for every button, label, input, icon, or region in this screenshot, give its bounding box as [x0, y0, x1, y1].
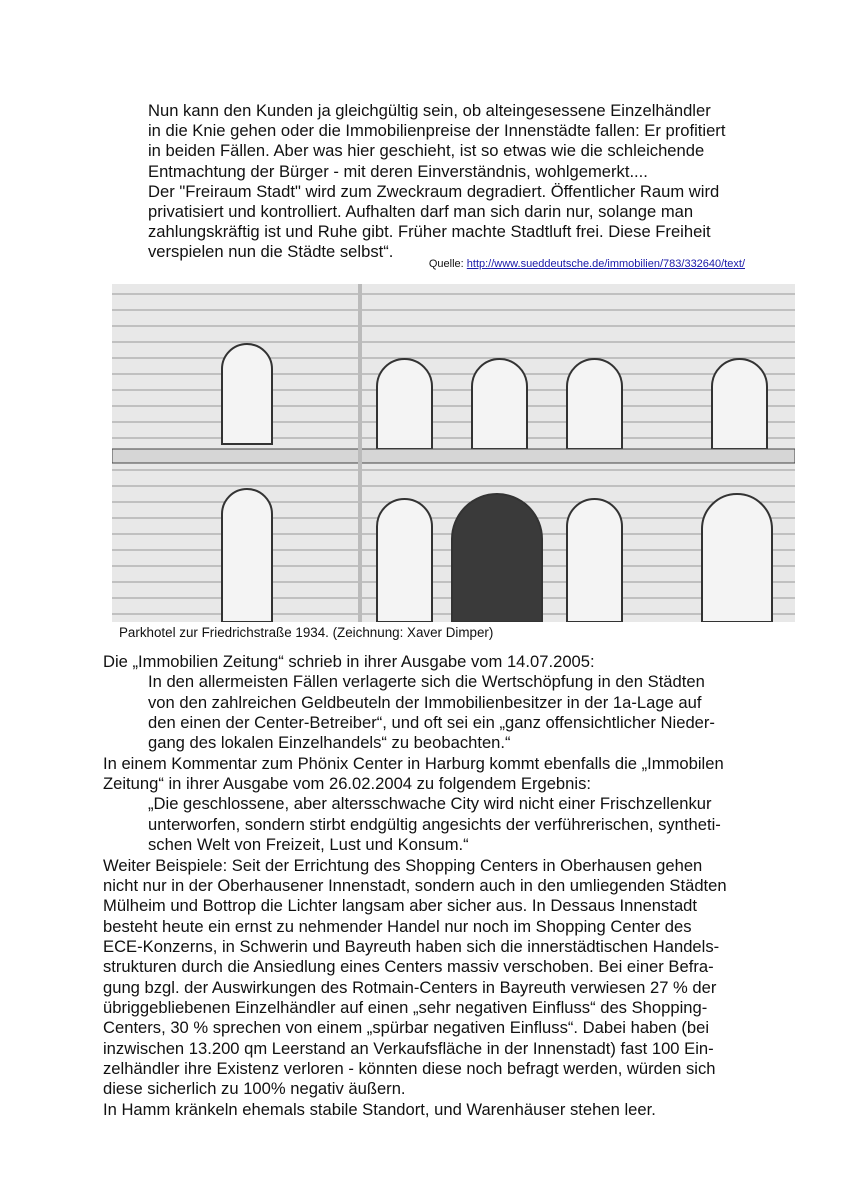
body-line: nicht nur in der Oberhausener Innenstadt, sondern auch in den umliegenden Städten [103, 875, 727, 895]
quoted-line: „Die geschlossene, aber altersschwache City wird nicht einer Frischzellenkur [148, 794, 712, 814]
quote-line: in die Knie gehen oder die Immobilienpreise der Innenstädte fallen: Er profitiert [148, 121, 726, 141]
body-line: Centers, 30 % sprechen von einem „spürbar negativen Einfluss“. Dabei haben (bei [103, 1018, 710, 1038]
figure-caption: Parkhotel zur Friedrichstraße 1934. (Zeichnung: Xaver Dimper) [119, 625, 494, 640]
quoted-line: den einen der Center-Betreiber“, und oft sei ein „ganz offensichtlicher Nieder- [148, 713, 715, 733]
body-line: inzwischen 13.200 qm Leerstand an Verkaufsfläche in der Innenstadt) fast 100 Ein- [103, 1038, 714, 1058]
quote-line: Der "Freiraum Stadt" wird zum Zweckraum degradiert. Öffentlicher Raum wird [148, 181, 720, 201]
body-line: Zeitung“ in ihrer Ausgabe vom 26.02.2004 zu folgendem Ergebnis: [103, 774, 591, 794]
arch-window [452, 494, 542, 622]
quoted-line: unterworfen, sondern stirbt endgültig angesichts der verführerischen, syntheti- [148, 814, 721, 834]
body-line: besteht heute ein ernst zu nehmender Handel nur noch im Shopping Center des [103, 916, 692, 936]
quote-line: privatisiert und kontrolliert. Aufhalten darf man sich darin nur, solange man [148, 202, 694, 221]
body-line: Mülheim und Bottrop die Lichter langsam aber sicher aus. In Dessaus Innenstadt [103, 896, 698, 916]
source-link[interactable]: http://www.sueddeutsche.de/immobilien/783/332640/text/ [466, 258, 745, 270]
arch-window [222, 344, 272, 444]
body-line: gung bzgl. der Auswirkungen des Rotmain-Centers in Bayreuth verwiesen 27 % der [103, 977, 717, 997]
arch-window [567, 499, 622, 622]
body-line: In Hamm kränkeln ehemals stabile Standort, und Warenhäuser stehen leer. [103, 1099, 656, 1119]
arch-window [567, 359, 622, 449]
body-line: ECE-Konzerns, in Schwerin und Bayreuth haben sich die innerstädtischen Handels- [103, 936, 720, 956]
body-line: diese sicherlich zu 100% negativ äußern. [103, 1079, 406, 1099]
source-line [429, 258, 745, 270]
quoted-line: gang des lokalen Einzelhandels“ zu beobachten.“ [148, 733, 511, 753]
quoted-line: schen Welt von Freizeit, Lust und Konsum.“ [148, 835, 469, 855]
quote-line: zahlungskräftig ist und Ruhe gibt. Früher machte Stadtluft frei. Diese Freiheit [148, 222, 711, 242]
body-line: Weiter Beispiele: Seit der Errichtung des Shopping Centers in Oberhausen gehen [103, 855, 703, 875]
source-label: Quelle: [428, 258, 467, 270]
quote-line: in beiden Fällen. Aber was hier geschieht, ist so etwas wie die schleichende [148, 141, 705, 161]
arch-window [377, 359, 432, 449]
facade-drawing [112, 284, 795, 622]
body-line: zelhändler ihre Existenz verloren - könnten diese noch befragt werden, würden sich [103, 1059, 716, 1078]
quoted-line: In den allermeisten Fällen verlagerte sich die Wertschöpfung in den Städten [148, 672, 705, 692]
body-line: übriggebliebenen Einzelhändler auf einen „sehr negativen Einfluss“ des Shopping- [103, 997, 708, 1017]
arch-window [472, 359, 527, 449]
arch-window [377, 499, 432, 622]
arch-window [222, 489, 272, 622]
quoted-line: von den zahlreichen Geldbeuteln der Immobilienbesitzer in der 1a-Lage auf [148, 692, 702, 712]
arch-window [702, 494, 772, 622]
body-line: In einem Kommentar zum Phönix Center in Harburg kommt ebenfalls die „Immobilen [103, 753, 724, 773]
body-line: strukturen durch die Ansiedlung eines Centers massiv verschoben. Bei einer Befra- [103, 957, 714, 977]
quote-line: Entmachtung der Bürger - mit deren Einverständnis, wohlgemerkt.... [148, 161, 648, 181]
body-line: Die „Immobilien Zeitung“ schrieb in ihrer Ausgabe vom 14.07.2005: [103, 652, 595, 671]
quote-line: verspielen nun die Städte selbst“. [148, 242, 394, 262]
arch-window [712, 359, 767, 449]
quote-line: Nun kann den Kunden ja gleichgültig sein, ob alteingesessene Einzelhändler [148, 101, 711, 120]
